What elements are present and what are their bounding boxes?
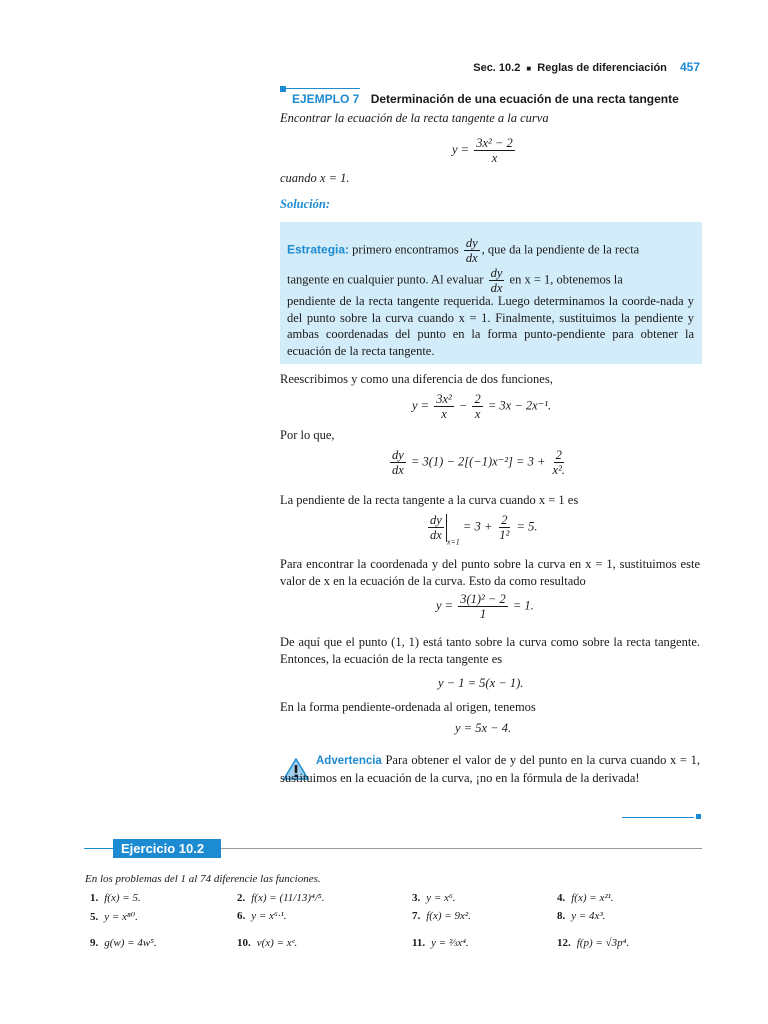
eq5-frac bbox=[458, 592, 508, 621]
problem-function: y = 4x³. bbox=[571, 910, 606, 922]
eq2-frac2 bbox=[472, 392, 482, 421]
problem-function: f(x) = x²¹. bbox=[571, 892, 614, 904]
eq1-lhs: y = bbox=[452, 142, 470, 157]
problem-item bbox=[237, 910, 287, 922]
exercise-title: Ejercicio 10.2 bbox=[113, 839, 221, 858]
end-marker bbox=[696, 814, 701, 819]
eq4-den: 1² bbox=[499, 528, 510, 542]
problem-item bbox=[237, 937, 297, 949]
eq4-subscript: x=1 bbox=[446, 537, 460, 547]
warning-paragraph bbox=[280, 752, 700, 786]
problem-function: y = ⅔x⁴. bbox=[431, 937, 469, 949]
exercise-rule-accent bbox=[84, 848, 113, 849]
dx-2: dx bbox=[490, 281, 503, 295]
end-rule bbox=[622, 817, 694, 818]
equation-5 bbox=[436, 592, 534, 621]
problem-function: f(p) = √3p⁴. bbox=[576, 937, 630, 949]
dy-dx-fraction bbox=[464, 236, 480, 265]
eq3-rest: = 3(1) − 2[(−1)x⁻²] = 3 + bbox=[410, 454, 546, 469]
problem-function: f(x) = 9x². bbox=[426, 910, 471, 922]
body-paragraph-6: En la forma pendiente-ordenada al origen, tenemos bbox=[280, 700, 536, 714]
body-paragraph-1: Reescribimos y como una diferencia de dos funciones, bbox=[280, 372, 553, 386]
dy-2: dy bbox=[490, 266, 503, 280]
example-label: EJEMPLO 7 bbox=[292, 92, 360, 106]
strategy-text-2b: en x = 1, obtenemos la bbox=[509, 272, 623, 287]
problem-number: 2. bbox=[237, 892, 246, 904]
problem-function: g(w) = 4w⁵. bbox=[104, 937, 157, 949]
body-paragraph-3: La pendiente de la recta tangente a la curva cuando x = 1 es bbox=[280, 493, 579, 507]
example-heading: Determinación de una ecuación de una recta tangente bbox=[370, 92, 679, 106]
body-paragraph-2: Por lo que, bbox=[280, 428, 335, 442]
eq4-frac bbox=[497, 513, 511, 542]
problem-function: f(x) = 5. bbox=[104, 892, 141, 904]
problem-item bbox=[557, 892, 614, 904]
strategy-text-3: pendiente de la recta tangente requerida. Luego determinamos la coorde-nada y del punto sobre la curva cuando x = 1. Finalmente, sustituimos la pendiente y ambas coordenadas del punto en la forma punto-pendiente para obtener la ecuación de la recta tangente. bbox=[287, 294, 694, 358]
problem-number: 1. bbox=[90, 892, 99, 904]
running-header bbox=[473, 60, 700, 74]
eq5-y: y = bbox=[436, 598, 454, 613]
problem-number: 11. bbox=[412, 937, 426, 949]
strategy-line-1 bbox=[287, 236, 694, 265]
problem-item bbox=[557, 910, 606, 922]
problem-number: 9. bbox=[90, 937, 99, 949]
dy: dy bbox=[465, 236, 478, 250]
eq2-num2: 2 bbox=[474, 392, 481, 406]
strategy-label: Estrategia: bbox=[287, 242, 350, 257]
section-title: Reglas de diferenciación bbox=[537, 62, 667, 74]
eq2-num1: 3x² bbox=[436, 392, 452, 406]
equation-1 bbox=[452, 136, 517, 165]
equation-6: y − 1 = 5(x − 1). bbox=[438, 676, 524, 690]
problem-function: y = x⁶·¹. bbox=[251, 910, 287, 922]
example-rule bbox=[280, 88, 360, 89]
eq5-num: 3(1)² − 2 bbox=[460, 592, 506, 606]
problem-number: 3. bbox=[412, 892, 421, 904]
eq3-den: x². bbox=[552, 463, 565, 477]
equation-3 bbox=[388, 448, 569, 477]
eq3-num: 2 bbox=[555, 448, 562, 462]
example-marker bbox=[280, 86, 286, 92]
eq4-rest: = 5. bbox=[516, 519, 538, 534]
problem-item bbox=[90, 937, 157, 949]
eq4-dx: dx bbox=[430, 528, 442, 542]
equation-7: y = 5x − 4. bbox=[455, 721, 512, 735]
eq2-y: y = bbox=[412, 398, 430, 413]
body-paragraph-4: Para encontrar la coordenada y del punto sobre la curva en x = 1, sustituimos este valor de x en la ecuación de la curva. Esto da como resultado bbox=[280, 557, 700, 588]
problem-item bbox=[90, 910, 138, 923]
problem-function: y = x⁶. bbox=[426, 892, 456, 904]
example-condition: cuando x = 1. bbox=[280, 171, 350, 185]
eq2-minus: − bbox=[458, 398, 468, 413]
solution-label: Solución: bbox=[280, 197, 331, 211]
example-title bbox=[292, 92, 679, 106]
dx: dx bbox=[465, 251, 478, 265]
dy-dx-fraction-2 bbox=[489, 266, 505, 295]
eq2-frac1 bbox=[434, 392, 454, 421]
problem-function: f(x) = (11/13)⁴/⁵. bbox=[251, 892, 325, 904]
strategy-line-2 bbox=[287, 266, 694, 295]
example-statement: Encontrar la ecuación de la recta tangente a la curva bbox=[280, 111, 549, 125]
eq3-frac bbox=[551, 448, 567, 477]
problem-number: 7. bbox=[412, 910, 421, 922]
problem-number: 6. bbox=[237, 910, 246, 922]
problem-number: 12. bbox=[557, 937, 571, 949]
problem-item bbox=[412, 910, 471, 922]
problem-number: 8. bbox=[557, 910, 566, 922]
problem-item bbox=[412, 892, 456, 904]
eq5-rest: = 1. bbox=[512, 598, 534, 613]
problem-number: 5. bbox=[90, 911, 99, 923]
eq4-dydx bbox=[428, 513, 444, 542]
eq2-rest: = 3x − 2x⁻¹. bbox=[487, 398, 552, 413]
eq4-num: 2 bbox=[501, 513, 508, 527]
strategy-text-1a: primero encontramos bbox=[352, 242, 459, 257]
body-paragraph-5: De aquí que el punto (1, 1) está tanto sobre la curva como sobre la recta tangente. Entonces, la ecuación de la recta tangente es bbox=[280, 635, 700, 666]
eq4-mid: = 3 + bbox=[462, 519, 493, 534]
problem-item bbox=[557, 937, 629, 949]
strategy-text-2a: tangente en cualquier punto. Al evaluar bbox=[287, 272, 484, 287]
equation-2 bbox=[412, 392, 551, 421]
problem-function: v(x) = xᵉ. bbox=[256, 937, 298, 949]
eq2-den1: x bbox=[441, 407, 447, 421]
problem-number: 10. bbox=[237, 937, 251, 949]
eq3-dy: dy bbox=[392, 448, 404, 462]
problem-item bbox=[90, 892, 141, 904]
eq5-den: 1 bbox=[479, 607, 487, 621]
eq3-dx: dx bbox=[392, 463, 404, 477]
page-number: 457 bbox=[679, 60, 700, 74]
eq4-dy: dy bbox=[430, 513, 442, 527]
problem-item bbox=[412, 937, 469, 949]
eq1-denominator: x bbox=[491, 151, 498, 165]
problem-number: 4. bbox=[557, 892, 566, 904]
problem-item bbox=[237, 892, 324, 904]
eq1-fraction bbox=[474, 136, 514, 165]
warning-text: Para obtener el valor de y del punto en la curva cuando x = 1, sustituimos en la ecuación de la curva, ¡no en la fórmula de la derivada! bbox=[280, 753, 700, 785]
section-number: Sec. 10.2 bbox=[473, 62, 521, 74]
problem-function: y = x⁸⁰. bbox=[104, 911, 138, 923]
header-bullet: ■ bbox=[526, 64, 532, 73]
eq3-dydx bbox=[390, 448, 406, 477]
eq2-den2: x bbox=[474, 407, 481, 421]
strategy-text-1b: , que da la pendiente de la recta bbox=[481, 242, 640, 257]
warning-label: Advertencia bbox=[316, 755, 382, 767]
equation-4 bbox=[426, 513, 537, 546]
eq1-numerator: 3x² − 2 bbox=[476, 136, 513, 150]
exercise-intro: En los problemas del 1 al 74 diferencie las funciones. bbox=[85, 873, 321, 885]
